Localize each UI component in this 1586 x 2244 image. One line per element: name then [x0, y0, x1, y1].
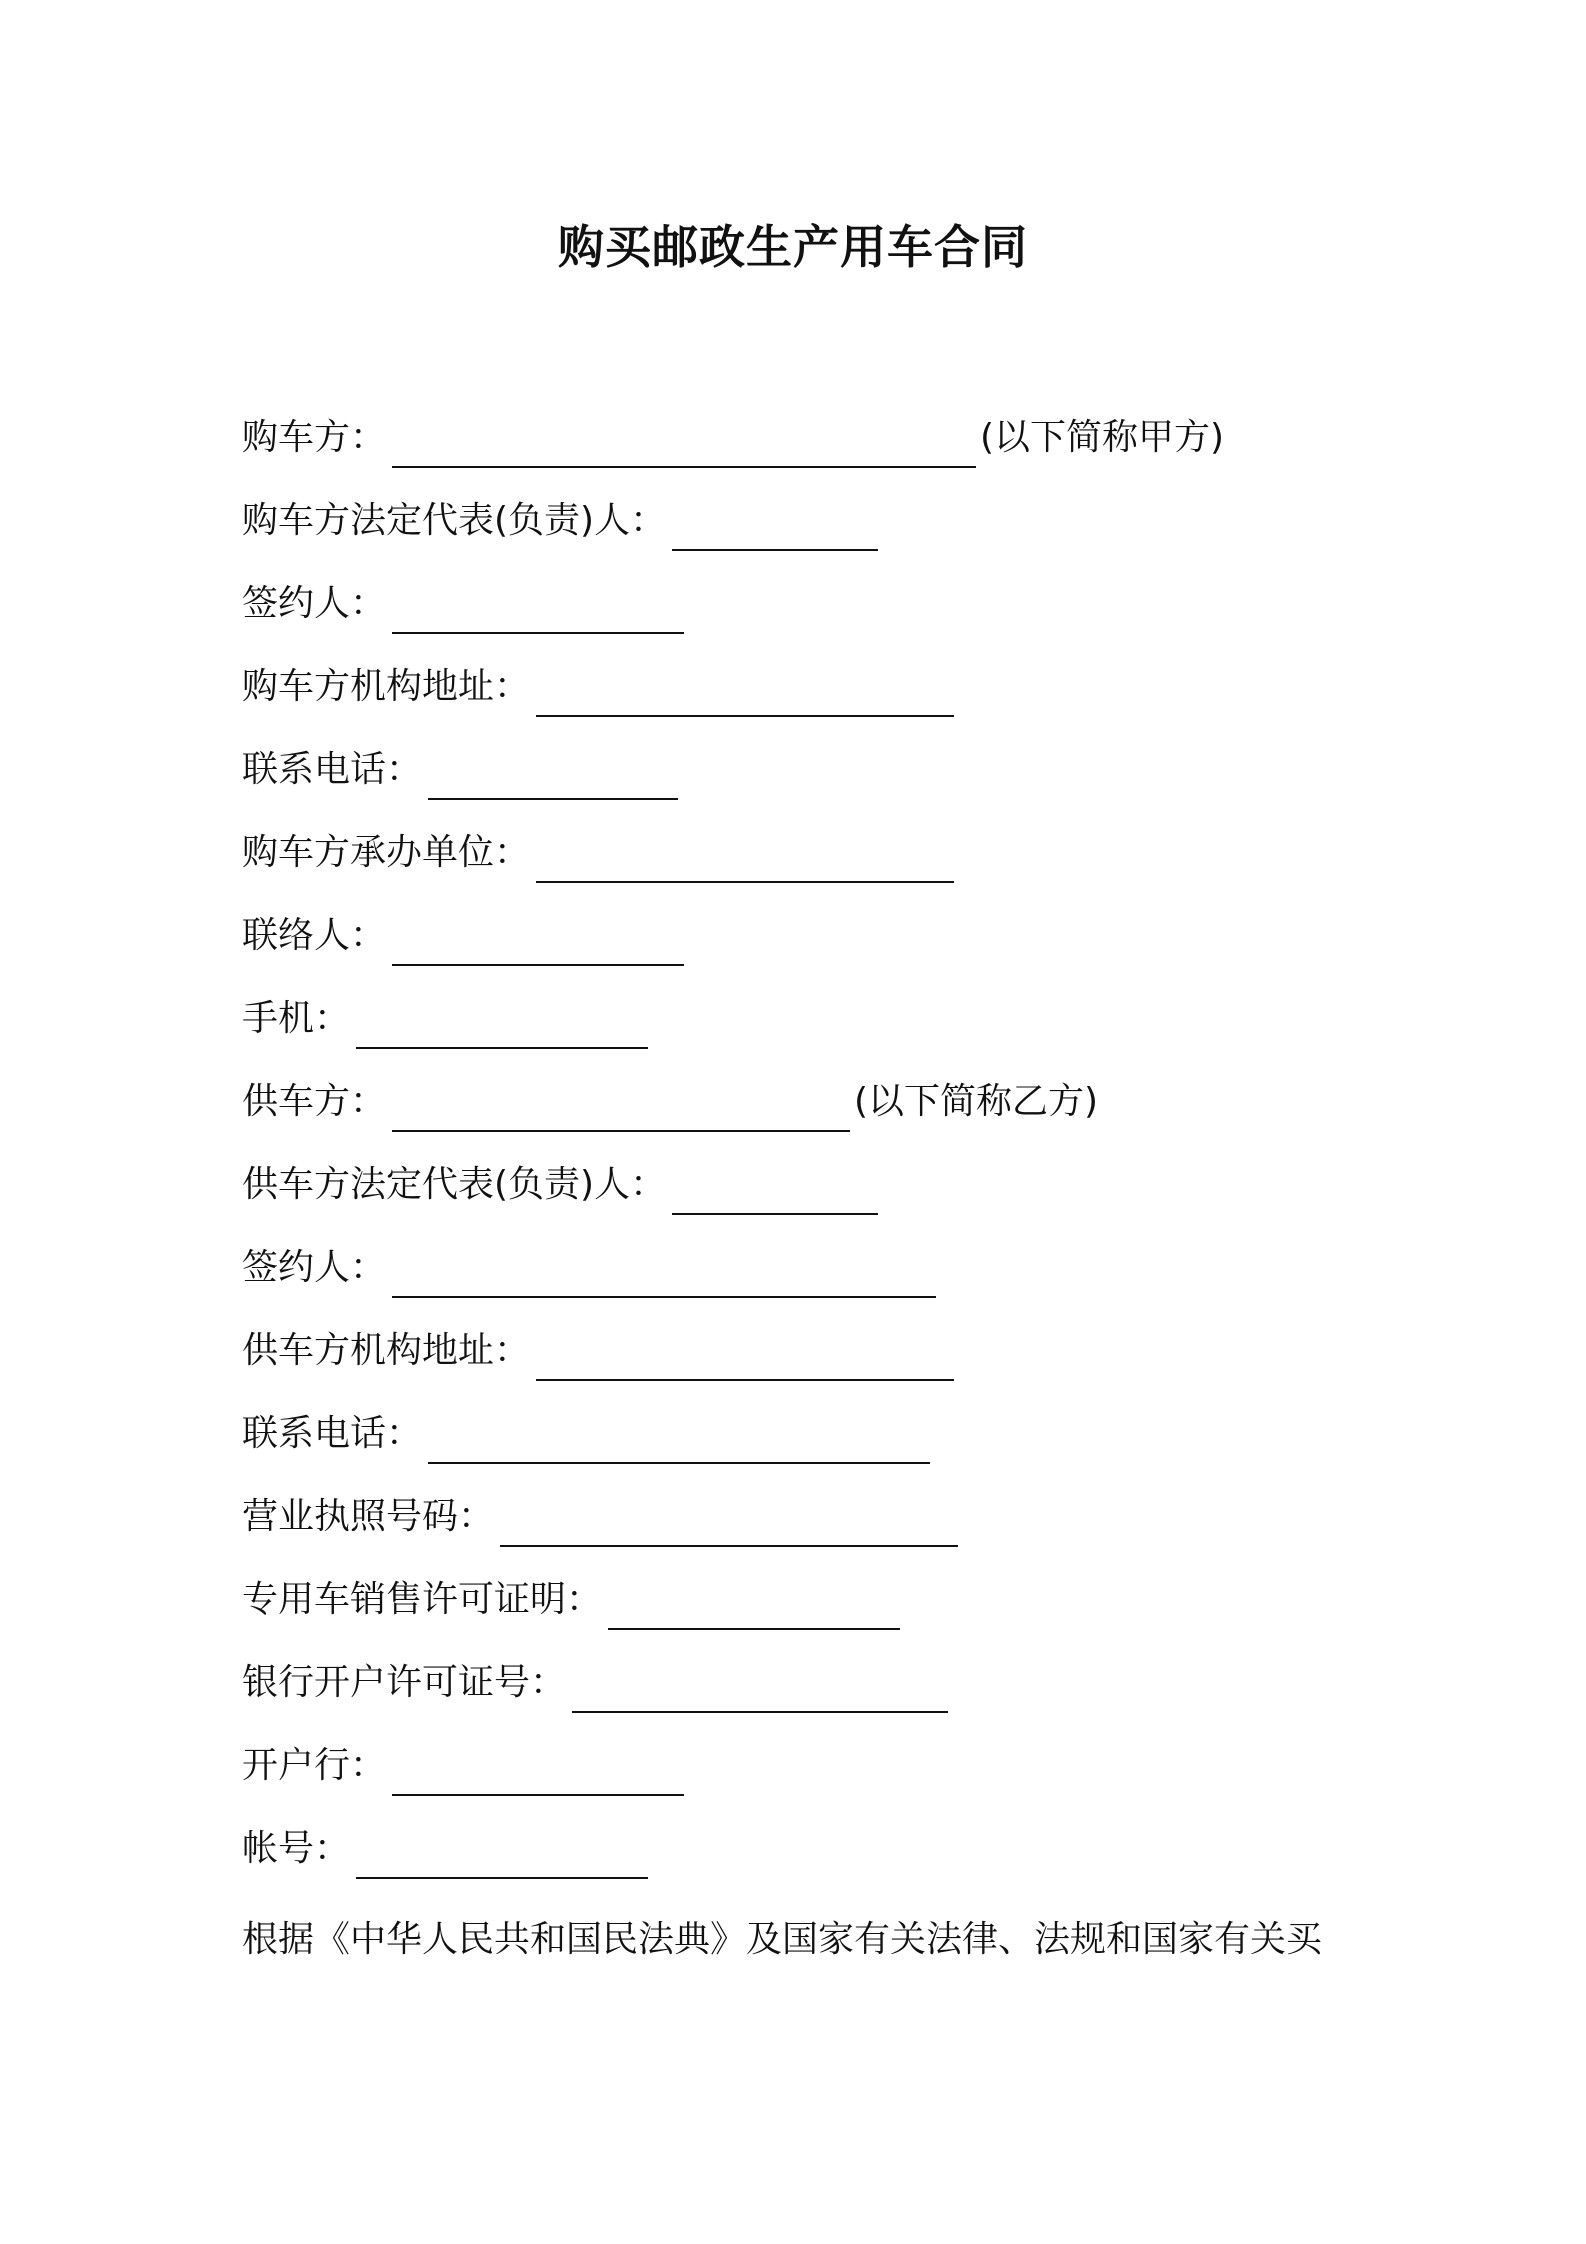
field-buyer-signatory	[242, 574, 688, 634]
field-buyer	[242, 408, 1224, 468]
fill-blank	[572, 1667, 948, 1713]
fill-blank	[536, 1335, 954, 1381]
fill-blank	[392, 588, 684, 634]
field-suffix: (以下简称乙方)	[854, 1081, 1099, 1122]
field-supplier-signatory	[242, 1238, 940, 1298]
field-buyer-address	[242, 657, 958, 717]
field-label: 专用车销售许可证明：	[242, 1579, 603, 1620]
document-title: 购买邮政生产用车合同	[558, 220, 1028, 274]
field-buyer-phone	[242, 740, 682, 800]
field-label: 手机：	[242, 998, 351, 1039]
field-bank-permit	[242, 1653, 952, 1713]
fill-blank	[392, 422, 976, 468]
fill-blank	[672, 1169, 878, 1215]
fill-blank	[500, 1501, 958, 1547]
fill-blank	[392, 1750, 684, 1796]
field-label: 购车方机构地址：	[242, 666, 531, 707]
field-label: 购车方：	[242, 417, 387, 458]
field-account-number	[242, 1819, 652, 1879]
field-label: 联系电话：	[242, 749, 423, 790]
field-label: 供车方：	[242, 1081, 387, 1122]
field-bank	[242, 1736, 688, 1796]
field-label: 购车方承办单位：	[242, 832, 531, 873]
fill-blank	[428, 1418, 930, 1464]
fill-blank	[536, 671, 954, 717]
fill-blank	[356, 1003, 648, 1049]
field-label: 购车方法定代表(负责)人：	[242, 500, 667, 541]
field-business-license	[242, 1487, 962, 1547]
fill-blank	[392, 920, 684, 966]
field-label: 帐号：	[242, 1828, 351, 1869]
fill-blank	[428, 754, 678, 800]
fill-blank	[536, 837, 954, 883]
field-label: 签约人：	[242, 1247, 387, 1288]
field-supplier-legal-rep	[242, 1155, 882, 1215]
field-label: 供车方机构地址：	[242, 1330, 531, 1371]
field-label: 开户行：	[242, 1745, 387, 1786]
fill-blank	[356, 1833, 648, 1879]
field-supplier	[242, 1072, 1098, 1132]
fill-blank	[672, 505, 878, 551]
field-label: 营业执照号码：	[242, 1496, 495, 1537]
field-label: 联系电话：	[242, 1413, 423, 1454]
field-label: 联络人：	[242, 915, 387, 956]
field-buyer-legal-rep	[242, 491, 882, 551]
fill-blank	[392, 1252, 936, 1298]
field-buyer-mobile	[242, 989, 652, 1049]
fill-blank	[608, 1584, 900, 1630]
field-suffix: (以下简称甲方)	[980, 417, 1225, 458]
field-supplier-phone	[242, 1404, 934, 1464]
field-label: 供车方法定代表(负责)人：	[242, 1164, 667, 1205]
field-sales-permit	[242, 1570, 904, 1630]
field-buyer-contact	[242, 906, 688, 966]
fill-blank	[392, 1086, 850, 1132]
field-supplier-address	[242, 1321, 958, 1381]
field-label: 银行开户许可证号：	[242, 1662, 567, 1703]
field-buyer-handling-unit	[242, 823, 958, 883]
field-label: 签约人：	[242, 583, 387, 624]
closing-paragraph: 根据《中华人民共和国民法典》及国家有关法律、法规和国家有关买	[242, 1919, 1323, 1960]
